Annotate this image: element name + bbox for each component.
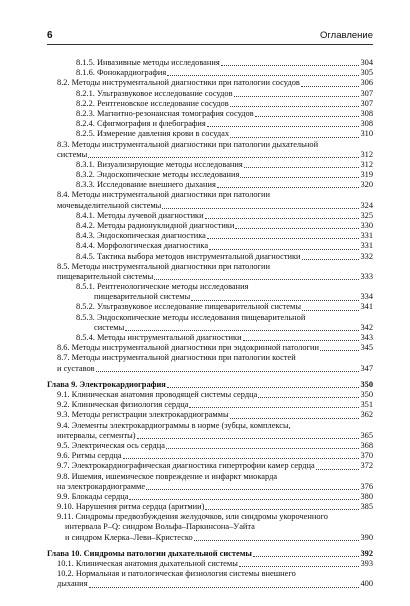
toc-entry-title: системы xyxy=(94,322,125,332)
dot-leader xyxy=(235,228,359,229)
toc-page-number: 385 xyxy=(360,502,373,512)
toc-entry-title: дыхания xyxy=(57,579,88,589)
toc-entry[interactable] xyxy=(47,211,373,221)
toc-page-number: 343 xyxy=(360,333,373,343)
toc-entry-title: 8.2.3. Магнитно-резонансная томография сосудов xyxy=(76,108,254,118)
dot-leader xyxy=(302,259,360,260)
toc-entry-title: 8.4.2. Методы радионуклидной диагностики xyxy=(76,221,235,230)
toc-entry[interactable] xyxy=(47,292,373,302)
toc-entry-title: 8.1.5. Инвазивные методы исследования xyxy=(76,58,220,67)
dot-leader xyxy=(209,249,359,250)
toc-entry-title: 8.5.2. Ультразвуковое исследование пищеварительной системы xyxy=(76,302,301,312)
toc-entry[interactable] xyxy=(47,180,373,190)
toc-entry-title: 8.2. Методы инструментальной диагностики при патологии сосудов xyxy=(57,78,300,88)
dot-leader xyxy=(243,340,360,341)
dot-leader xyxy=(217,187,360,188)
toc-entry-title: 8.5.4. Методы инструментальной диагностики xyxy=(76,333,242,343)
dot-leader xyxy=(230,418,360,419)
toc-entry[interactable] xyxy=(47,482,373,492)
toc-entry[interactable] xyxy=(47,272,373,282)
toc-page-number: 390 xyxy=(360,532,373,542)
toc-entry-title: мочевыделительной системы xyxy=(57,200,162,210)
toc-entry-title: пищеварительной системы xyxy=(94,292,191,302)
dot-leader xyxy=(166,448,360,449)
toc-page-number: 368 xyxy=(360,440,373,450)
dot-leader xyxy=(167,387,360,388)
toc-entry-title: 9.1. Клиническая анатомия проводящей системы сердца xyxy=(57,390,258,399)
toc-entry[interactable] xyxy=(47,410,373,420)
toc-entry-title: пищеварительной системы xyxy=(57,271,154,281)
dot-leader xyxy=(234,96,360,97)
toc-entry-title: 8.4.1. Методы лучевой диагностики xyxy=(76,210,204,220)
toc-entry-title: на электрокардиограмме xyxy=(57,481,146,491)
dot-leader xyxy=(189,407,359,408)
dot-leader xyxy=(125,330,359,331)
toc-page-number: 370 xyxy=(360,451,373,461)
toc-entry-title: 10.1. Клиническая анатомия дыхательной системы xyxy=(57,559,238,568)
toc-entry-title: и синдром Клерка–Леви–Кристеско xyxy=(65,532,193,542)
toc-entry[interactable] xyxy=(47,99,373,109)
toc-entry-title: 8.4.4. Морфологическая диагностика xyxy=(76,241,209,251)
toc-entry-title: 8.2.2. Рентгеновское исследование сосудов xyxy=(76,98,229,108)
dot-leader xyxy=(258,397,359,398)
toc-page-number: 320 xyxy=(360,180,373,190)
dot-leader xyxy=(207,238,360,239)
toc-entry[interactable] xyxy=(47,221,373,231)
toc-entry-title[interactable]: 9.4. Элементы электрокардиограммы в норме (зубцы, комплексы, xyxy=(57,420,291,430)
toc-entry-title: 8.6. Методы инструментальной диагностики при эндокринной патологии xyxy=(57,343,319,353)
dot-leader xyxy=(154,279,359,280)
toc-page-number: 330 xyxy=(360,221,373,230)
dot-leader xyxy=(162,208,359,209)
dot-leader xyxy=(207,126,360,127)
dot-leader xyxy=(221,65,360,66)
toc-entry-title[interactable]: 8.7. Методы инструментальной диагностики при патологии костей xyxy=(57,353,296,363)
toc-entry[interactable] xyxy=(47,129,373,139)
toc-page-number: 324 xyxy=(360,200,373,210)
toc-page-number: 332 xyxy=(360,251,373,261)
toc-entry-title: 8.2.1. Ультразвуковое исследование сосудов xyxy=(76,88,233,98)
toc-entry[interactable] xyxy=(47,109,373,119)
toc-entry-title: 8.2.5. Измерение давления крови в сосудах xyxy=(76,129,230,139)
toc-entry[interactable] xyxy=(47,533,373,543)
toc-page-number: 308 xyxy=(360,108,373,118)
dot-leader xyxy=(230,106,360,107)
toc-entry[interactable] xyxy=(47,579,373,589)
dot-leader xyxy=(230,137,359,138)
toc-page-number: 319 xyxy=(360,170,373,180)
toc-page-number: 376 xyxy=(360,481,373,491)
dot-leader xyxy=(239,566,360,567)
page-number: 6 xyxy=(47,30,53,41)
toc-entry[interactable] xyxy=(47,559,373,569)
toc-entry[interactable] xyxy=(47,502,373,512)
toc-entry[interactable] xyxy=(47,323,373,333)
dot-leader xyxy=(301,86,360,87)
toc-entry[interactable] xyxy=(47,89,373,99)
toc-entry[interactable] xyxy=(47,160,373,170)
toc-page-number: 365 xyxy=(360,430,373,440)
toc-entry[interactable] xyxy=(47,78,373,88)
toc-entry-title: 8.4.3. Эндоскопическая диагностика xyxy=(76,231,206,241)
toc-page-number: 307 xyxy=(360,98,373,108)
toc-entry[interactable] xyxy=(47,390,373,400)
dot-leader xyxy=(146,489,359,490)
toc-entry-title: 9.6. Ритмы сердца xyxy=(57,451,122,461)
dot-leader xyxy=(244,167,360,168)
dot-leader xyxy=(316,469,360,470)
toc-entry-title: 8.3.2. Эндоскопические методы исследования xyxy=(76,170,240,180)
toc-entry-title: 8.3.3. Исследование внешнего дыхания xyxy=(76,180,216,190)
dot-leader xyxy=(320,350,359,351)
toc-page-number: 372 xyxy=(360,461,373,471)
toc-entry[interactable] xyxy=(47,333,373,343)
dot-leader xyxy=(137,438,360,439)
toc-page-number: 307 xyxy=(360,88,373,98)
dot-leader xyxy=(255,116,360,117)
toc-page-number: 331 xyxy=(360,241,373,251)
dot-leader xyxy=(129,499,359,500)
toc-page-number: 306 xyxy=(360,78,373,88)
dot-leader xyxy=(194,540,360,541)
toc-entry[interactable] xyxy=(47,201,373,211)
toc-page-number: 400 xyxy=(360,579,373,589)
toc-page-number: 351 xyxy=(360,400,373,410)
dot-leader xyxy=(302,310,359,311)
toc-page-number: 362 xyxy=(360,410,373,420)
dot-leader xyxy=(167,75,359,76)
toc-entry[interactable] xyxy=(47,451,373,461)
toc-entry-title[interactable]: 8.3. Методы инструментальной диагностики при патологии дыхательной xyxy=(57,139,319,149)
toc-page-number: 325 xyxy=(360,210,373,220)
toc-entry-title: 9.7. Электрокардиографическая диагностика гипертрофии камер сердца xyxy=(57,461,315,471)
toc-entry[interactable] xyxy=(47,461,373,471)
toc-page-number: 341 xyxy=(360,302,373,312)
toc-page-number: 334 xyxy=(360,292,373,302)
toc-entry[interactable] xyxy=(47,441,373,451)
toc-entry-title[interactable]: 10.2. Нормальная и патологическая физиология системы внешнего xyxy=(57,569,296,579)
toc-entry-title: Глава 9. Электрокардиография xyxy=(47,379,166,389)
toc-entry-title: 8.1.6. Фонокардиография xyxy=(76,68,167,78)
dot-leader xyxy=(205,509,359,510)
toc-chapter-entry[interactable] xyxy=(47,549,373,559)
dot-leader xyxy=(191,300,359,301)
toc-page-number: 333 xyxy=(360,271,373,281)
dot-leader xyxy=(96,371,360,372)
toc-page-number: 380 xyxy=(360,491,373,501)
dot-leader xyxy=(253,556,359,557)
dot-leader xyxy=(123,458,360,459)
toc-entry-title[interactable]: 8.5. Методы инструментальной диагностики при патологии xyxy=(57,261,270,271)
toc-entry-title: 8.3.1. Визуализирующие методы исследования xyxy=(76,159,243,169)
toc-entry[interactable] xyxy=(47,170,373,180)
toc-entry[interactable] xyxy=(47,343,373,353)
toc-entry[interactable] xyxy=(47,303,373,313)
toc-entry-title: 8.2.4. Сфигмография и флебография xyxy=(76,119,206,129)
toc-page-number: 304 xyxy=(360,58,373,67)
toc-page-number: 308 xyxy=(360,119,373,129)
dot-leader xyxy=(205,218,360,219)
toc-entry-title: и суставов xyxy=(57,363,95,373)
dot-leader xyxy=(240,177,359,178)
toc-entry-title[interactable]: 8.4. Методы инструментальной диагностики при патологии xyxy=(57,190,270,200)
toc-entry[interactable] xyxy=(47,150,373,160)
toc-entry-title: системы xyxy=(57,149,88,159)
toc-page-number: 347 xyxy=(360,363,373,373)
toc-entry-title[interactable]: 9.8. Ишемия, ишемическое повреждение и инфаркт миокарда xyxy=(57,471,278,481)
table-of-contents xyxy=(47,58,373,590)
page-header xyxy=(47,30,373,45)
toc-entry[interactable] xyxy=(47,119,373,129)
toc-page-number: 312 xyxy=(360,159,373,169)
toc-entry-title[interactable]: 9.11. Синдромы предвозбуждения желудочков, или синдромы укороченного xyxy=(57,512,328,522)
toc-page-number: 305 xyxy=(360,68,373,78)
toc-page-number: 345 xyxy=(360,343,373,353)
toc-page-number: 350 xyxy=(360,379,373,389)
toc-entry[interactable] xyxy=(47,492,373,502)
toc-entry-title: 9.2. Клиническая физиология сердца xyxy=(57,400,189,410)
running-title: Оглавление xyxy=(320,30,373,41)
toc-entry[interactable] xyxy=(47,231,373,241)
toc-entry[interactable] xyxy=(47,241,373,251)
toc-entry-title: 9.5. Электрическая ось сердца xyxy=(57,440,165,450)
toc-entry-title: интервалы, сегменты) xyxy=(57,430,136,440)
toc-entry[interactable] xyxy=(47,252,373,262)
toc-entry[interactable] xyxy=(47,68,373,78)
toc-entry-title: 9.9. Блокады сердца xyxy=(57,491,129,501)
toc-entry[interactable] xyxy=(47,58,373,68)
toc-page-number: 331 xyxy=(360,231,373,241)
toc-chapter-entry[interactable] xyxy=(47,380,373,390)
dot-leader xyxy=(88,157,359,158)
toc-entry-title[interactable]: 8.5.3. Эндоскопические методы исследования пищеварительной xyxy=(76,312,306,322)
toc-entry-title: Глава 10. Синдромы патологии дыхательной системы xyxy=(47,548,252,558)
toc-page-number: 312 xyxy=(360,149,373,159)
toc-page-number: 392 xyxy=(360,548,373,558)
toc-entry[interactable] xyxy=(47,431,373,441)
toc-entry[interactable] xyxy=(47,364,373,374)
dot-leader xyxy=(89,587,360,588)
toc-entry-title[interactable]: 8.5.1. Рентгенологические методы исследования xyxy=(76,282,249,292)
toc-entry-title: 8.4.5. Тактика выбора методов инструментальной диагностики xyxy=(76,251,301,261)
toc-entry-title: 9.3. Методы регистрации электрокардиограммы xyxy=(57,410,229,420)
toc-entry-title: 9.10. Нарушения ритма сердца (аритмии) xyxy=(57,502,205,512)
toc-entry-title: интервала P–Q: синдром Вольфа–Паркинсона–Уайта xyxy=(65,522,255,532)
toc-entry[interactable] xyxy=(47,400,373,410)
toc-page-number: 350 xyxy=(360,390,373,399)
toc-page-number: 393 xyxy=(360,559,373,568)
toc-page-number: 342 xyxy=(360,322,373,332)
toc-page-number: 310 xyxy=(360,129,373,139)
